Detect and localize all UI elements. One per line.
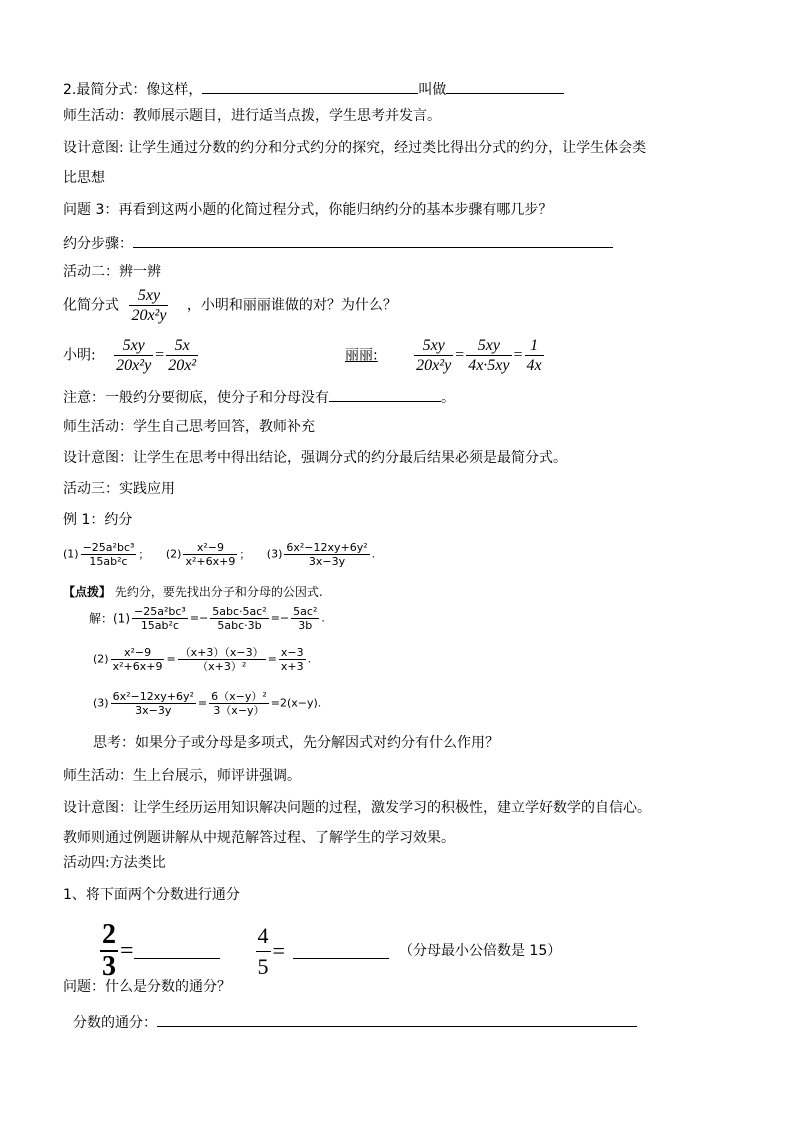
question-fraction-common-denominator: 问题：什么是分数的通分？ (63, 979, 231, 995)
numerator: 5xy (129, 286, 168, 306)
fraction (525, 336, 544, 375)
numerator: x²−9 (111, 646, 165, 660)
solution-2 (93, 646, 311, 673)
numerator: （x+3）（x−3） (179, 646, 264, 659)
problem-number: (2) (93, 652, 109, 666)
answer-blank[interactable] (293, 944, 389, 959)
answer-blank[interactable] (133, 233, 613, 248)
hint-line (63, 583, 323, 601)
hint-text: 先约分，要先找出分子和分母的公因式. (114, 585, 323, 599)
fraction-common-denominator (98, 920, 561, 982)
numerator: 4 (256, 921, 271, 952)
equals-sign: = (155, 346, 165, 364)
fraction (81, 541, 137, 568)
fraction (466, 336, 511, 375)
denominator: 20x²y (416, 357, 452, 374)
think-question: 思考：如果分子或分母是多项式，先分解因式对约分有什么作用？ (93, 735, 499, 751)
period: . (307, 652, 312, 666)
definition-line (73, 1012, 637, 1032)
design-intent: 设计意图: 让学生通过分数的约分和分式约分的探究，经过类比得出分式的约分，让学生体会类 (63, 140, 647, 156)
definition-text: 2.最简分式：像这样， (63, 82, 203, 98)
solution-3 (93, 690, 321, 717)
lili-answer (345, 336, 546, 375)
numerator: −25a²bc³ (82, 541, 135, 554)
numerator: 6x²−12xy+6y² (112, 690, 194, 703)
denominator: x²+6x+9 (112, 660, 163, 673)
design-intent: 设计意图：让学生在思考中得出结论，强调分式的约分最后结果必须是最简分式。 (63, 450, 567, 466)
note-text: 注意：一般约分要彻底，使分子和分母没有 (63, 390, 329, 406)
equals-sign: = (120, 938, 134, 964)
definition-text-2: 叫做 (418, 82, 447, 98)
denominator: （x+3）² (197, 660, 247, 673)
fraction (100, 920, 118, 982)
definition-simplest-fraction (63, 79, 564, 99)
denominator: 15ab²c (89, 555, 128, 568)
fraction (279, 646, 306, 673)
result: =2(x−y). (270, 696, 322, 710)
teacher-student-activity: 师生活动：教师展示题目，进行适当点拨，学生思考并发言。 (63, 108, 441, 124)
denominator: x²+6x+9 (185, 555, 236, 568)
numerator: 5xy (114, 336, 153, 356)
definition-label: 分数的通分： (73, 1015, 157, 1031)
design-intent-cont: 教师则通过例题讲解从中规范解答过程、了解学生的学习效果。 (63, 830, 455, 846)
steps-line (63, 233, 613, 253)
solution-label: 解：(1) (89, 611, 130, 626)
equals-sign: =− (189, 611, 209, 625)
teacher-student-activity: 师生活动：学生自己思考回答，教师补充 (63, 419, 315, 435)
fraction (256, 921, 271, 982)
denominator: 5abc·3b (217, 619, 262, 632)
design-intent-cont: 比思想 (63, 170, 105, 186)
equals-sign: = (166, 652, 176, 666)
fraction (111, 690, 196, 717)
denominator: 3b (298, 619, 313, 632)
fraction (291, 605, 319, 632)
fraction (414, 336, 453, 375)
denominator: 3x−3y (308, 555, 346, 568)
denominator: 15ab²c (140, 619, 179, 632)
denominator: 20x²y (131, 307, 167, 324)
example-1-heading: 例 1：约分 (63, 512, 133, 528)
separator: ； (239, 547, 251, 561)
numerator: 2 (102, 919, 116, 950)
example-1-problems (63, 541, 375, 568)
steps-label: 约分步骤： (63, 236, 133, 252)
period: . (321, 611, 325, 625)
equals-sign: = (197, 696, 208, 710)
denominator: 20x² (168, 357, 197, 374)
equals-sign: = (267, 652, 277, 666)
fraction (132, 605, 188, 632)
question-3: 问题 3：再看到这两小题的化简过程分式，你能归纳约分的基本步骤有哪几步？ (63, 202, 553, 218)
numerator: x−3 (280, 646, 304, 659)
task-1: 1、将下面两个分数进行通分 (63, 887, 240, 903)
numerator: −25a²bc³ (134, 605, 186, 618)
fraction (111, 646, 165, 673)
answer-blank[interactable] (202, 79, 418, 94)
numerator: 5xy (414, 336, 453, 356)
numerator: x²−9 (183, 541, 237, 555)
numerator: 6x²−12xy+6y² (286, 541, 368, 554)
activity-4-heading: 活动四:方法类比 (63, 855, 166, 871)
fraction (114, 336, 153, 375)
numerator: 5abc·5ac² (212, 605, 267, 618)
problem-number: (3) (266, 547, 283, 561)
note-line (63, 387, 455, 407)
answer-blank[interactable] (157, 1012, 637, 1027)
xiaoming-label: 小明: (63, 347, 96, 364)
activity-2-heading: 活动二：辨一辨 (63, 264, 161, 280)
numerator: 5x (166, 336, 198, 356)
numerator: 5xy (466, 336, 511, 356)
fraction (284, 541, 369, 568)
separator: ； (138, 547, 150, 561)
fraction (183, 541, 237, 568)
teacher-student-activity: 师生活动：生上台展示，师评讲强调。 (63, 768, 301, 784)
denominator: 3（x−y） (213, 704, 265, 717)
answer-blank[interactable] (134, 944, 220, 959)
hint-tag: 【点拨】 (63, 585, 112, 599)
fraction (166, 336, 198, 375)
fraction (129, 286, 168, 325)
lili-label: 丽丽: (345, 347, 378, 364)
denominator: 5 (257, 953, 269, 979)
design-intent: 设计意图：让学生经历运用知识解决问题的过程，激发学习的积极性，建立学好数学的自信心。 (63, 800, 651, 816)
problem-number: (3) (93, 696, 109, 710)
denominator: 20x²y (116, 357, 152, 374)
fraction (210, 605, 268, 632)
activity-3-heading: 活动三：实践应用 (63, 481, 175, 497)
question-text: 化简分式 (63, 297, 119, 314)
denominator: 3x−3y (135, 704, 172, 717)
xiaoming-answer (63, 336, 200, 375)
denominator: 4x·5xy (468, 357, 510, 374)
answer-blank[interactable] (446, 79, 564, 94)
fraction (209, 690, 269, 717)
fraction (178, 646, 266, 673)
numerator: 1 (525, 336, 544, 356)
denominator: 4x (526, 357, 542, 374)
numerator: 5ac² (293, 605, 318, 618)
equals-sign: = (272, 938, 285, 963)
denominator: 3 (102, 951, 116, 982)
denominator: x+3 (280, 660, 304, 673)
problem-number: (2) (165, 547, 182, 561)
question-text-2: ，小明和丽丽谁做的对？为什么？ (186, 297, 397, 314)
separator: . (371, 547, 376, 561)
answer-blank[interactable] (329, 387, 441, 402)
lcm-note: （分母最小公倍数是 15） (398, 943, 562, 959)
numerator: 6（x−y）² (211, 690, 267, 703)
solution-1 (89, 605, 325, 632)
equals-sign: = (513, 346, 523, 364)
problem-number: (1) (63, 547, 79, 561)
simplify-question (63, 286, 397, 325)
equals-sign: = (455, 346, 465, 364)
note-end: 。 (441, 390, 455, 406)
equals-sign: =− (270, 611, 290, 625)
